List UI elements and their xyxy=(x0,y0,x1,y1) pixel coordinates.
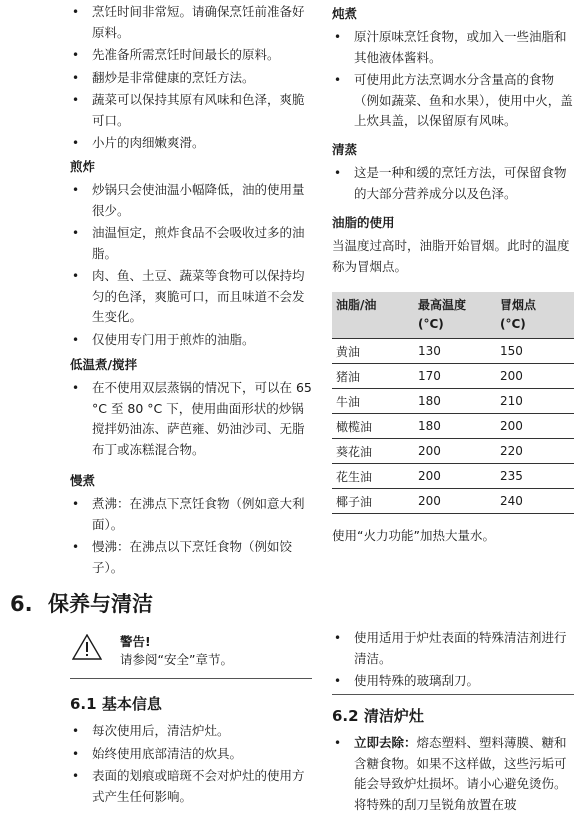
table-cell: 200 xyxy=(414,489,496,514)
list-item: • 先准备所需烹饪时间最长的原料。 xyxy=(70,45,312,66)
header-line: (°C) xyxy=(418,317,444,331)
table-cell: 235 xyxy=(496,464,574,489)
table-cell: 220 xyxy=(496,439,574,464)
list-item: • 煮沸：在沸点下烹饪食物（例如意大利面）。 xyxy=(70,494,312,535)
list-item xyxy=(332,733,574,815)
list-item: • 在不使用双层蒸锅的情况下，可以在 65 °C 至 80 °C 下，使用曲面形状的炒锅搅拌奶油冻、萨芭雍、奶油沙司、无脂布丁或冻糕混合物。 xyxy=(70,378,312,460)
list-item: • 肉、鱼、土豆、蔬菜等食物可以保持均匀的色泽，爽脆可口，而且味道不会发生变化。 xyxy=(70,266,312,328)
section6-right xyxy=(332,0,574,826)
basic-info-heading xyxy=(70,693,312,714)
list-item: • 这是一种和缓的烹饪方法，可保留食物的大部分营养成分以及色泽。 xyxy=(332,163,574,204)
section-title-text: 保养与清洁 xyxy=(48,592,153,616)
heading-number: 6.1 xyxy=(70,695,97,713)
table-cell: 橄榄油 xyxy=(332,414,414,439)
list-item: • 原汁原味烹饪食物，或加入一些油脂和其他液体酱料。 xyxy=(332,27,574,68)
list-item: • 使用特殊的玻璃刮刀。 xyxy=(332,671,574,692)
section6-left xyxy=(70,0,312,826)
table-cell: 150 xyxy=(496,339,574,364)
list-item: • 表面的划痕或暗斑不会对炉灶的使用方式产生任何影响。 xyxy=(70,766,312,807)
heading-text: 基本信息 xyxy=(101,695,162,713)
list-item: • 翻炒是非常健康的烹饪方法。 xyxy=(70,68,312,89)
header-line: 油脂/油 xyxy=(336,298,377,312)
oil-usage-text: 当温度过高时，油脂开始冒烟。此时的温度称为冒烟点。 xyxy=(332,238,570,274)
bold-lead: 立即去除： xyxy=(354,735,417,750)
section-number: 6. xyxy=(10,592,33,616)
table-cell: 170 xyxy=(414,364,496,389)
list-item: • 炒锅只会使油温小幅降低，油的使用量很少。 xyxy=(70,180,312,221)
list-item: • 可使用此方法烹调水分含量高的食物（例如蔬菜、鱼和水果），使用中火，盖上炊具盖，以保留原有风味。 xyxy=(332,70,574,132)
table-cell: 200 xyxy=(496,414,574,439)
table-cell: 花生油 xyxy=(332,464,414,489)
header-line: 冒烟点 xyxy=(500,298,537,312)
list-item: • 始终使用底部清洁的炊具。 xyxy=(70,744,312,765)
stew-heading: 炖煮 xyxy=(332,6,358,21)
table-note: 使用“火力功能”加热大量水。 xyxy=(332,528,495,543)
list-item: • 蔬菜可以保持其原有风味和色泽，爽脆可口。 xyxy=(70,90,312,131)
table-cell: 牛油 xyxy=(332,389,414,414)
table-cell: 猪油 xyxy=(332,364,414,389)
list-item: • 小片的肉细嫩爽滑。 xyxy=(70,133,312,154)
table-cell: 130 xyxy=(414,339,496,364)
header-line: (°C) xyxy=(500,317,526,331)
slow-cook-heading: 慢煮 xyxy=(70,473,96,488)
table-cell: 葵花油 xyxy=(332,439,414,464)
low-temp-heading: 低温煮/搅拌 xyxy=(70,357,138,372)
clean-hob-heading xyxy=(332,705,574,726)
list-item: • 每次使用后，清洁炉灶。 xyxy=(70,721,312,742)
table-cell: 210 xyxy=(496,389,574,414)
warning-text: 请参阅“安全”章节。 xyxy=(120,652,233,667)
table-cell: 椰子油 xyxy=(332,489,414,514)
heading-number: 6.2 xyxy=(332,707,359,725)
list-item: • 油温恒定，煎炸食品不会吸收过多的油脂。 xyxy=(70,223,312,264)
table-cell: 200 xyxy=(414,464,496,489)
list-item: • 仅使用专门用于煎炸的油脂。 xyxy=(70,330,312,351)
table-cell: 180 xyxy=(414,389,496,414)
table-cell: 黄油 xyxy=(332,339,414,364)
warning-box xyxy=(70,632,310,668)
heading-text: 清洁炉灶 xyxy=(363,707,424,725)
clean-hob-list xyxy=(332,733,574,817)
list-item: • 烹饪时间非常短。请确保烹饪前准备好原料。 xyxy=(70,2,312,43)
divider xyxy=(332,694,574,695)
list-item: • 慢沸：在沸点以下烹饪食物（例如饺子）。 xyxy=(70,537,312,578)
table-cell: 240 xyxy=(496,489,574,514)
table-cell: 180 xyxy=(414,414,496,439)
basic-info-list xyxy=(70,721,312,809)
warning-triangle-icon xyxy=(72,634,102,660)
steam-heading: 清蒸 xyxy=(332,142,358,157)
divider xyxy=(70,678,312,679)
deep-fry-heading: 煎炸 xyxy=(70,159,96,174)
oil-usage-heading: 油脂的使用 xyxy=(332,215,395,230)
table-cell: 200 xyxy=(414,439,496,464)
item-text: 熔态塑料、塑料薄膜、糖和含糖食物。如果不这样做，这些污垢可能会导致炉灶损坏。请小心避免烫伤。将特殊的刮刀呈锐角放置在玻 xyxy=(354,735,567,812)
header-line: 最高温度 xyxy=(418,298,467,312)
cleaning-tips-list xyxy=(332,628,574,694)
list-item: • 使用适用于炉灶表面的特殊清洁剂进行清洁。 xyxy=(332,628,574,669)
table-cell: 200 xyxy=(496,364,574,389)
warning-title: 警告! xyxy=(120,634,151,649)
